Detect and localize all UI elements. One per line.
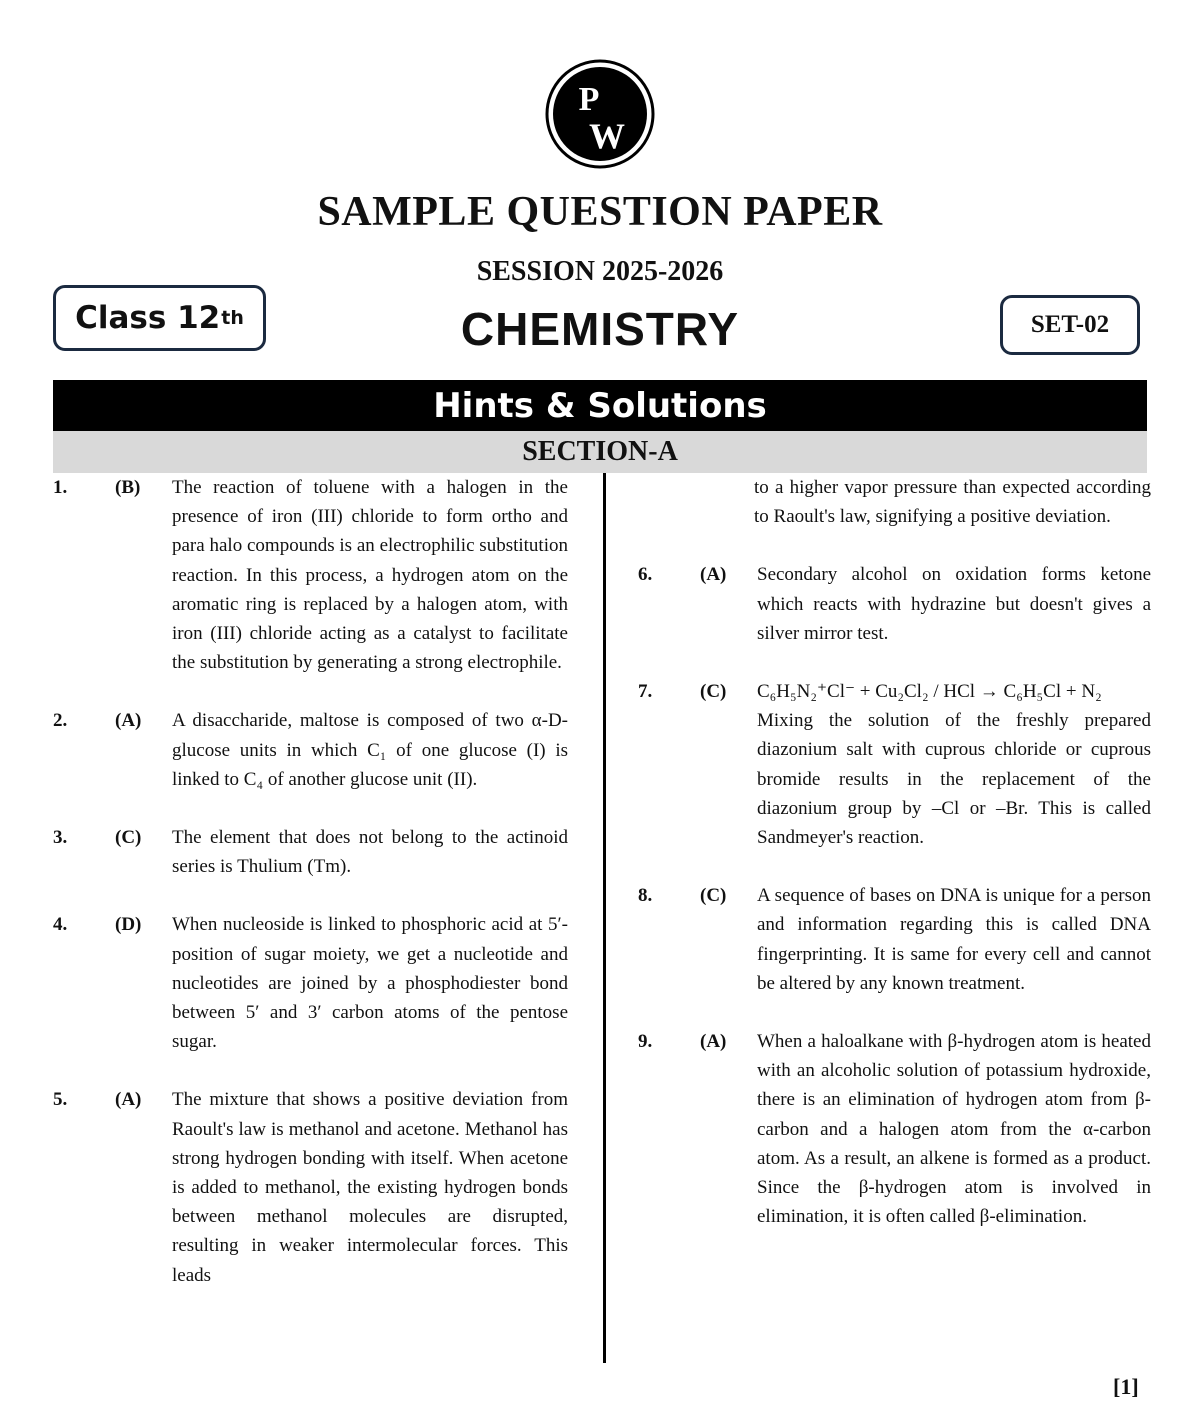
answer-item-4 — [53, 910, 568, 1056]
answer-option: (A) — [115, 1089, 142, 1111]
answer-explanation: When nucleoside is linked to phosphoric acid at 5′-position of sugar moiety, we get a nucleotide and nucleotides are joined by a phosphodiester bond between 5′ and 3′ carbon atoms of the pentose sugar. — [172, 914, 568, 1053]
answer-explanation: The element that does not belong to the actinoid series is Thulium (Tm). — [172, 827, 568, 878]
answer-explanation: A disaccharide, maltose is composed of two α-D-glucose units in which C₁ of one glucose (I) is linked to C₄ of another glucose unit (II). — [172, 710, 568, 790]
answer-explanation: The reaction of toluene with a halogen in the presence of iron (III) chloride to form ortho and para halo compounds is an electrophilic substitution reaction. In this process, a hydrogen atom on the aromatic ring is replaced by a halogen atom, with iron (III) chloride acting as a catalyst to facilitate the substitution by generating a strong electrophile. — [172, 477, 568, 674]
question-number: 2. — [53, 710, 68, 732]
question-number: 1. — [53, 477, 68, 498]
answer-item-6 — [638, 560, 1151, 648]
question-number: 6. — [638, 564, 653, 586]
question-number: 4. — [53, 914, 68, 936]
answer-item-7 — [638, 677, 1151, 852]
column-divider — [603, 473, 606, 1363]
class-suffix: th — [221, 307, 244, 329]
class-badge — [53, 285, 266, 351]
answer-option: (C) — [700, 885, 727, 907]
answer-option: (B) — [115, 477, 141, 498]
answer-item-1 — [53, 473, 568, 677]
answer-option: (C) — [115, 827, 142, 849]
question-number: 8. — [638, 885, 653, 907]
logo-letter-p: P — [578, 81, 600, 118]
subject-title: CHEMISTRY — [460, 303, 740, 355]
answer-option: (C) — [700, 681, 727, 703]
question-number: 5. — [53, 1089, 68, 1111]
paper-title: SAMPLE QUESTION PAPER — [317, 189, 883, 235]
answer-explanation: A sequence of bases on DNA is unique for a person and information regarding this is called DNA fingerprinting. It is same for every cell and cannot be altered by any known treatment. — [757, 885, 1151, 994]
left-column — [53, 473, 568, 1290]
answer-explanation: When a haloalkane with β-hydrogen atom is heated with an alcoholic solution of potassium hydroxide, there is an elimination of hydrogen atom from β-carbon and a halogen atom from the α-carbon atom. As a result, an alkene is formed as a product. Since the β-hydrogen atom is involved in elimination, it is often called β-elimination. — [757, 1031, 1151, 1228]
set-label: SET-02 — [1030, 311, 1110, 338]
answer-option: (A) — [700, 564, 727, 586]
answer-explanation: Mixing the solution of the freshly prepared diazonium salt with cuprous chloride or cuprous bromide results in the replacement of the diazonium group by –Cl or –Br. This is called Sandmeyer's reaction. — [757, 710, 1151, 849]
reaction-equation: C₆H₅N₂⁺Cl⁻ + Cu₂Cl₂ / HCl → C₆H₅Cl + N₂ — [757, 681, 1102, 703]
answer-item-5 — [53, 1085, 568, 1289]
answer-item-3 — [53, 823, 568, 881]
answer-option: (A) — [115, 710, 142, 732]
answer-explanation: Secondary alcohol on oxidation forms ketone which reacts with hydrazine but doesn't gives a silver mirror test. — [757, 564, 1151, 644]
right-column — [638, 473, 1151, 1260]
section-title: SECTION-A — [522, 436, 678, 467]
banner-title: Hints & Solutions — [433, 385, 767, 426]
answer-item-9 — [638, 1027, 1151, 1231]
answer-body — [757, 677, 1151, 852]
question-number: 7. — [638, 681, 653, 703]
answer-option: (A) — [700, 1031, 727, 1053]
answer-option: (D) — [115, 914, 142, 936]
section-header — [53, 431, 1147, 473]
set-badge — [1000, 295, 1140, 355]
pw-logo — [545, 58, 655, 170]
answer-item-2 — [53, 706, 568, 794]
answer-5-continuation: to a higher vapor pressure than expected according to Raoult's law, signifying a positive deviation. — [754, 477, 1151, 528]
page-number: [1] — [1113, 1374, 1139, 1399]
logo-letter-w: W — [589, 116, 625, 156]
answer-item-8 — [638, 881, 1151, 998]
class-label: Class 12 — [75, 300, 221, 336]
hints-solutions-banner — [53, 380, 1147, 431]
answer-explanation: The mixture that shows a positive deviation from Raoult's law is methanol and acetone. Methanol has strong hydrogen bonding with itself. When acetone is added to methanol, the existing hydrogen bonds between methanol molecules are disrupted, resulting in weaker intermolecular forces. This leads — [172, 1089, 568, 1286]
question-number: 3. — [53, 827, 68, 849]
question-number: 9. — [638, 1031, 653, 1053]
session-label: SESSION 2025-2026 — [476, 256, 724, 287]
